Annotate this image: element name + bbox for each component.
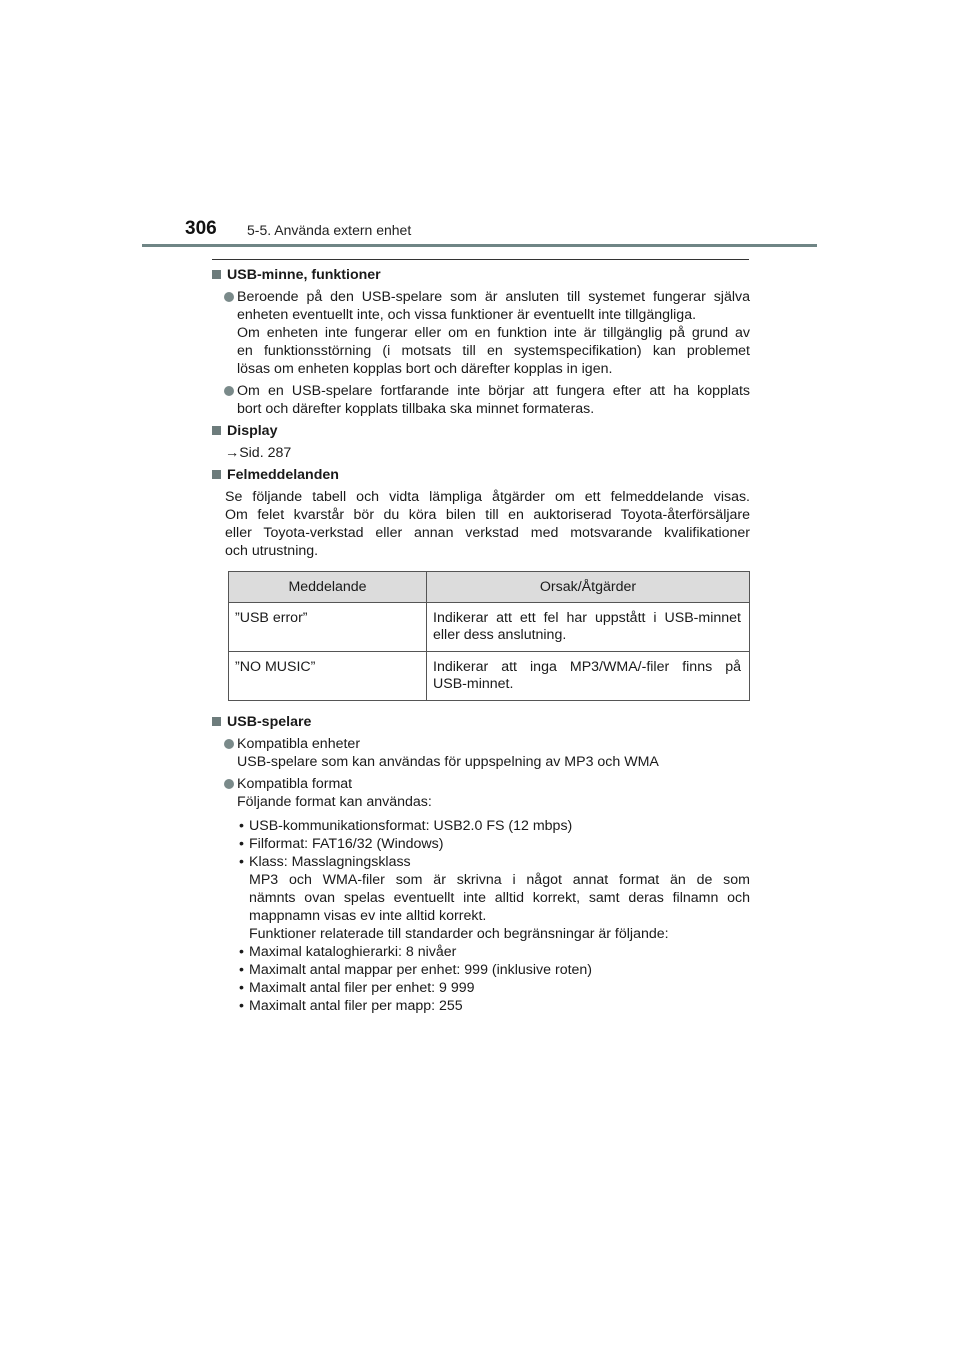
circle-bullet-icon	[224, 386, 234, 396]
format-spec-list	[212, 817, 750, 1015]
column-header-message: Meddelande	[229, 572, 427, 603]
circle-bullet-icon	[224, 292, 234, 302]
column-header-cause: Orsak/Åtgärder	[427, 572, 750, 603]
section-heading-display: Display	[212, 422, 750, 440]
message-cell: ”NO MUSIC”	[229, 652, 427, 701]
bullet-usb-compat: Beroende på den USB-spelare som är ansluten till systemet fungerar själva enheten eventuellt inte, och vissa funktioner är eventuellt inte tillgängliga. Om enheten inte fungerar eller om en funktion inte är tillgänglig på grund av en funktionsstörning (i motsats till en systemspecifikation) kan problemet lösas om enheten kopplas bort och därefter kopplas in igen.	[212, 288, 750, 378]
header-rule	[142, 244, 817, 247]
section-heading-usb-memory: USB-minne, funktioner	[212, 266, 750, 284]
table-row	[229, 603, 750, 652]
page-number: 306	[185, 218, 217, 239]
square-bullet-icon	[212, 426, 221, 435]
display-page-reference: →Sid. 287	[225, 445, 292, 461]
chapter-title: 5-5. Använda extern enhet	[247, 222, 412, 238]
square-bullet-icon	[212, 717, 221, 726]
table-header-row	[229, 572, 750, 603]
class-note: MP3 och WMA-filer som är skrivna i något annat format än de som nämnts ovan spelas eventuellt inte alltid korrekt, samt deras filnamn och mappnamn visas ev inte alltid korrekt. Funktioner relaterade till standarder och begränsningar är följande:	[249, 872, 750, 942]
error-message-table	[228, 571, 750, 701]
errors-description: Se följande tabell och vidta lämpliga åtgärder om ett felmeddelande visas. Om felet kvarstår bör du köra bilen till en auktoriserad Toyota-återförsäljare eller Toyota-verkstad eller annan verkstad med motsvarande kvalifikationer och utrustning.	[225, 489, 750, 559]
section-heading-usb-player: USB-spelare	[212, 713, 750, 731]
cause-cell: Indikerar att ett fel har uppstått i USB-minnet eller dess anslutning.	[427, 603, 750, 652]
square-bullet-icon	[212, 470, 221, 479]
bullet-usb-format: Om en USB-spelare fortfarande inte börjar att fungera efter att ha kopplats bort och därefter kopplats tillbaka ska minnet formateras.	[212, 382, 750, 418]
list-item: • Maximalt antal filer per enhet: 9 999	[239, 980, 475, 996]
square-bullet-icon	[212, 270, 221, 279]
list-item: • Maximal kataloghierarki: 8 nivåer	[239, 944, 457, 960]
table-row	[229, 652, 750, 701]
list-item: • Klass: Masslagningsklass	[239, 854, 411, 870]
list-item: • Filformat: FAT16/32 (Windows)	[239, 836, 444, 852]
circle-bullet-icon	[224, 779, 234, 789]
section-divider	[212, 259, 749, 260]
circle-bullet-icon	[224, 739, 234, 749]
bullet-compatible-formats: Kompatibla format Följande format kan användas:	[212, 775, 750, 811]
list-item: • USB-kommunikationsformat: USB2.0 FS (12 mbps)	[239, 818, 573, 834]
message-cell: ”USB error”	[229, 603, 427, 652]
bullet-compatible-devices: Kompatibla enheter USB-spelare som kan användas för uppspelning av MP3 och WMA	[212, 735, 750, 771]
section-heading-errors: Felmeddelanden	[212, 466, 750, 484]
list-item: • Maximalt antal filer per mapp: 255	[239, 998, 463, 1014]
cause-cell: Indikerar att inga MP3/WMA/-filer finns på USB-minnet.	[427, 652, 750, 701]
list-item: • Maximalt antal mappar per enhet: 999 (inklusive roten)	[239, 962, 593, 978]
page-content	[212, 266, 750, 1015]
